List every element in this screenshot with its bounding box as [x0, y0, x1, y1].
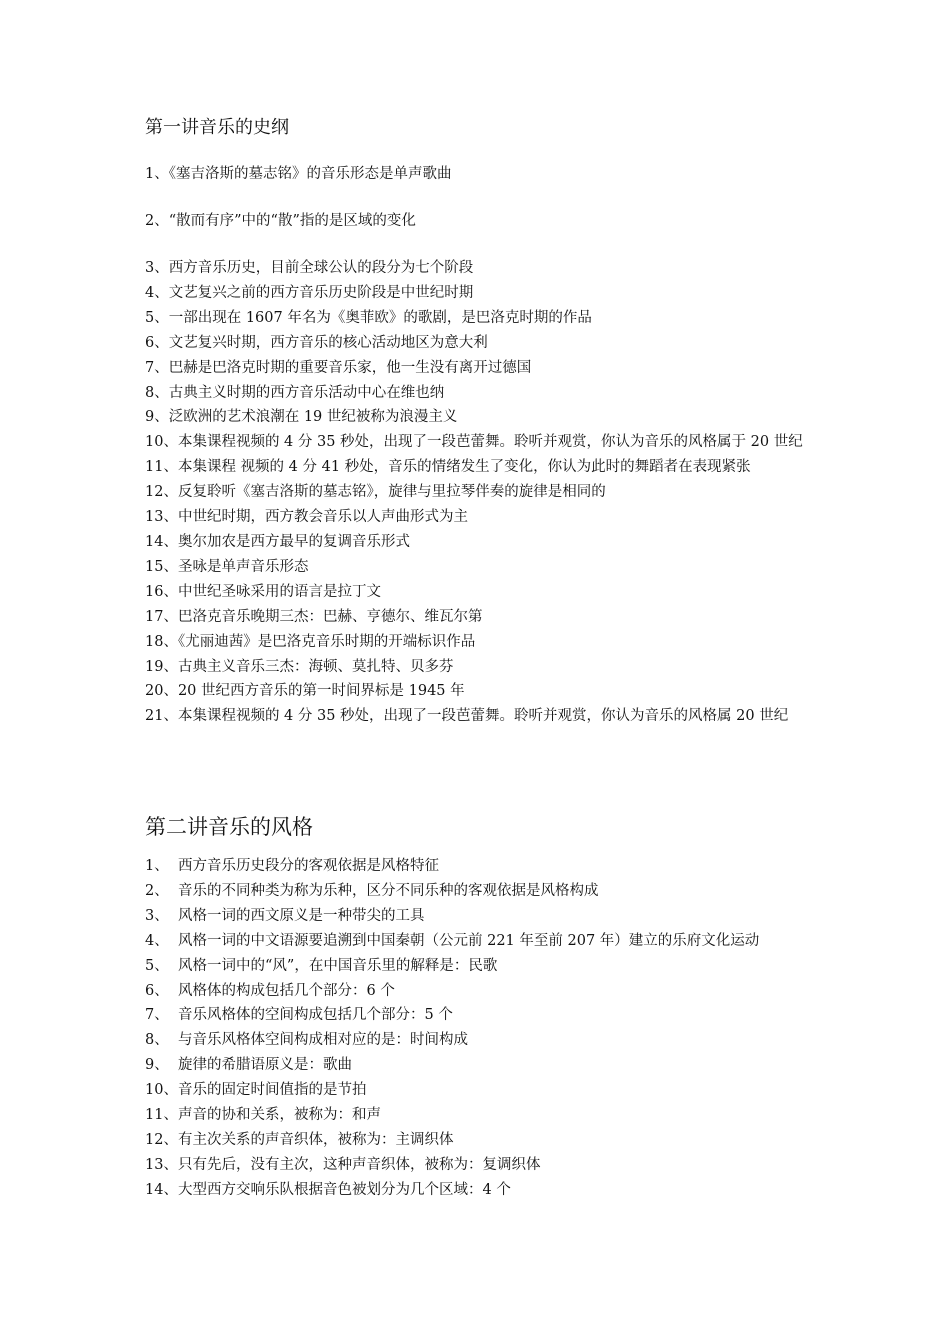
section1-list: [145, 256, 825, 729]
list-item-text: 西方音乐历史段分的客观依据是风格特征: [178, 858, 439, 874]
list-item: [145, 1178, 825, 1203]
list-item-text: 风格体的构成包括几个部分：6 个: [178, 982, 395, 999]
list-item: 10、本集课程视频的 4 分 35 秒处，出现了一段芭蕾舞。聆听并观赏，你认为音乐的风格属于 20 世纪: [145, 434, 803, 451]
list-item-text: 风格一词中的“风”，在中国音乐里的解释是：民歌: [178, 957, 498, 974]
list-item-text: 风格一词的西文原义是一种带尖的工具: [178, 907, 425, 924]
list-item: 8、古典主义时期的西方音乐活动中心在维也纳: [145, 384, 445, 401]
list-item-text: 大型西方交响乐队根据音色被划分为几个区域：4 个: [178, 1181, 511, 1198]
list-item: 16、中世纪圣咏采用的语言是拉丁文: [145, 583, 381, 600]
list-item: 17、巴洛克音乐晚期三杰：巴赫、亨德尔、维瓦尔第: [145, 608, 483, 625]
list-item: 19、古典主义音乐三杰：海顿、莫扎特、贝多芬: [145, 658, 454, 675]
list-item-text: 只有先后，没有主次，这种声音织体，被称为：复调织体: [178, 1156, 541, 1173]
list-item-text: 音乐风格体的空间构成包括几个部分：5 个: [178, 1007, 453, 1024]
list-item-number: 8、: [145, 1032, 169, 1049]
list-item-number: 9、: [145, 1057, 169, 1074]
list-item-number: 2、: [145, 882, 169, 899]
list-item-number: 14、: [145, 1181, 178, 1198]
list-item: 12、反复聆听《塞吉洛斯的墓志铭》，旋律与里拉琴伴奏的旋律是相同的: [145, 484, 606, 501]
list-item: 11、本集课程 视频的 4 分 41 秒处，音乐的情绪发生了变化，你认为此时的舞蹈者在表现紧张: [145, 459, 751, 476]
list-item-number: 7、: [145, 1007, 169, 1024]
list-item-text: 与音乐风格体空间构成相对应的是：时间构成: [178, 1032, 468, 1049]
list-item: [145, 929, 825, 954]
section1-title: 第一讲音乐的史纲: [145, 117, 289, 138]
section1-item-1: 1、《塞吉洛斯的墓志铭》的音乐形态是单声歌曲: [145, 166, 452, 182]
list-item-number: 13、: [145, 1156, 178, 1173]
list-item-text: 旋律的希腊语原义是：歌曲: [178, 1057, 352, 1074]
list-item-text: 音乐的不同种类为称为乐种，区分不同乐种的客观依据是风格构成: [178, 882, 599, 899]
list-item-number: 5、: [145, 957, 169, 974]
list-item: [145, 904, 825, 929]
list-item-number: 11、: [145, 1107, 178, 1124]
list-item: 18、《尤丽迪茜》是巴洛克音乐时期的开端标识作品: [145, 633, 476, 650]
list-item: 14、奥尔加农是西方最早的复调音乐形式: [145, 533, 410, 550]
list-item-text: 风格一词的中文语源要追溯到中国秦朝（公元前 221 年至前 207 年）建立的乐府文化运动: [178, 932, 760, 949]
list-item: [145, 1053, 825, 1078]
list-item-number: 4、: [145, 932, 169, 949]
list-item: [145, 1153, 825, 1178]
list-item: 5、一部出现在 1607 年名为《奥菲欧》的歌剧，是巴洛克时期的作品: [145, 309, 592, 326]
list-item: [145, 1003, 825, 1028]
list-item-text: 有主次关系的声音织体，被称为：主调织体: [178, 1131, 454, 1148]
list-item: 9、泛欧洲的艺术浪潮在 19 世纪被称为浪漫主义: [145, 409, 458, 426]
list-item: 13、中世纪时期，西方教会音乐以人声曲形式为主: [145, 509, 468, 526]
list-item: [145, 854, 825, 879]
list-item: 4、文艺复兴之前的西方音乐历史阶段是中世纪时期: [145, 284, 474, 301]
section1-item-2: 2、“散而有序”中的“散”指的是区域的变化: [145, 213, 416, 229]
list-item: [145, 1028, 825, 1053]
list-item: 21、本集课程视频的 4 分 35 秒处，出现了一段芭蕾舞。聆听并观赏，你认为音乐的风格属 20 世纪: [145, 708, 789, 725]
list-item: 20、20 世纪西方音乐的第一时间界标是 1945 年: [145, 683, 465, 700]
list-item: 15、圣咏是单声音乐形态: [145, 558, 309, 575]
list-item: [145, 954, 825, 979]
list-item-text: 声音的协和关系，被称为：和声: [178, 1107, 381, 1124]
section2-title: 第二讲音乐的风格: [145, 815, 313, 839]
list-item: 7、巴赫是巴洛克时期的重要音乐家，他一生没有离开过德国: [145, 359, 532, 376]
list-item: 3、西方音乐历史，目前全球公认的段分为七个阶段: [145, 260, 474, 276]
list-item: 6、文艺复兴时期，西方音乐的核心活动地区为意大利: [145, 334, 488, 351]
list-item-number: 3、: [145, 907, 169, 924]
list-item-number: 12、: [145, 1131, 178, 1148]
list-item: [145, 1103, 825, 1128]
list-item: [145, 979, 825, 1004]
section2-list: [145, 854, 825, 1203]
list-item-number: 1、: [145, 858, 169, 874]
list-item-number: 10、: [145, 1082, 178, 1099]
list-item: [145, 879, 825, 904]
list-item-number: 6、: [145, 982, 169, 999]
list-item: [145, 1078, 825, 1103]
list-item-text: 音乐的固定时间值指的是节拍: [178, 1082, 367, 1099]
list-item: [145, 1128, 825, 1153]
